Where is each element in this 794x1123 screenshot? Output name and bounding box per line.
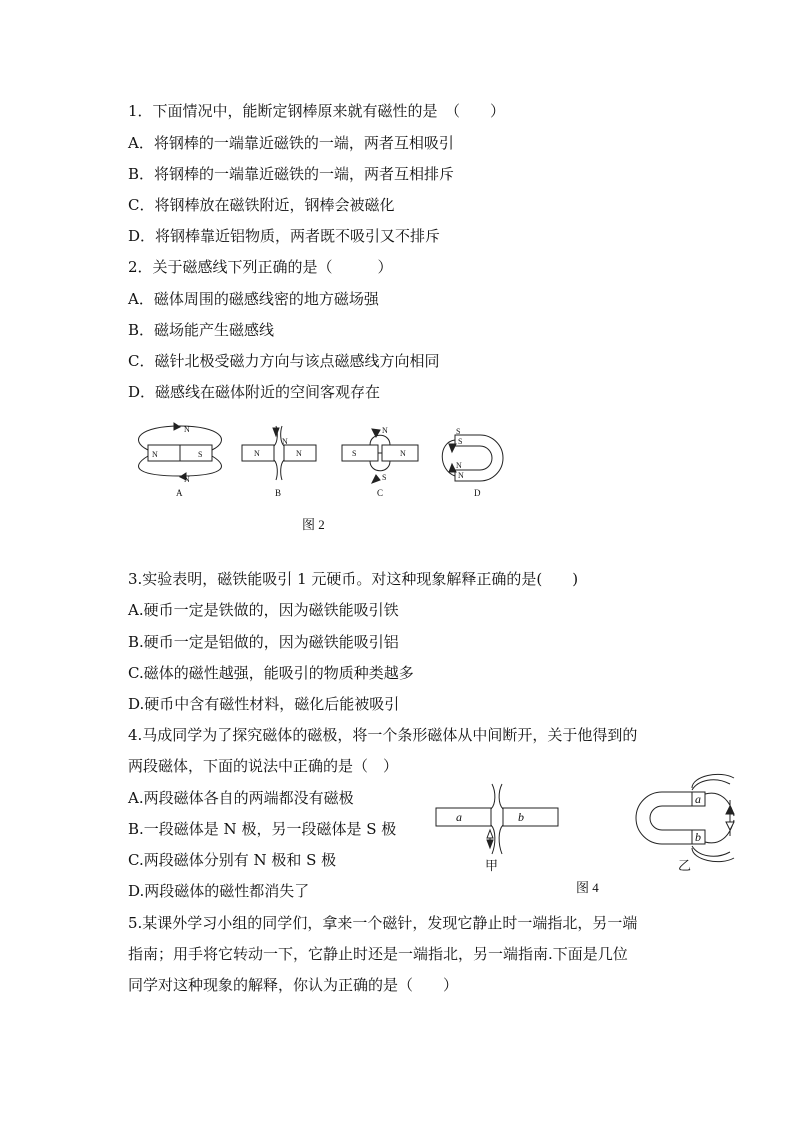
figure-4-yi	[636, 774, 734, 861]
q5-line-1: 5.某课外学习小组的同学们，拿来一个磁针，发现它静止时一端指北，另一端	[128, 914, 638, 932]
pole-label-n: N	[458, 471, 464, 480]
pole-label-n: N	[400, 449, 406, 458]
figure-4-label-jia: 甲	[485, 858, 499, 873]
figure-2-caption: 图 2	[302, 517, 325, 532]
q2-option-c: C．磁针北极受磁力方向与该点磁感线方向相同	[128, 352, 440, 370]
panel-label-a: A	[176, 488, 183, 498]
pole-label-n: N	[282, 437, 288, 446]
q4-option-d: D.两段磁体的磁性都消失了	[128, 882, 310, 900]
pole-label-s: S	[458, 437, 463, 446]
q1-option-b: B．将钢棒的一端靠近磁铁的一端，两者互相排斥	[128, 165, 455, 183]
label-end-a: a	[695, 792, 701, 806]
figure-4-caption: 图 4	[576, 880, 599, 895]
q1-option-c: C．将钢棒放在磁铁附近，钢棒会被磁化	[128, 196, 395, 214]
pole-label-s: S	[456, 427, 461, 436]
pole-label-n: N	[184, 425, 190, 434]
pole-label-s: S	[382, 473, 387, 482]
q5-line-3: 同学对这种现象的解释，你认为正确的是（ ）	[128, 976, 459, 994]
figure-2	[130, 420, 530, 540]
figure-2-panel-d	[442, 435, 503, 481]
q4-option-b: B.一段磁体是 N 极，另一段磁体是 S 极	[128, 820, 397, 838]
q3-stem: 3.实验表明，磁铁能吸引 1 元硬币。对这种现象解释正确的是( )	[128, 570, 579, 588]
pole-label-s: S	[352, 449, 357, 458]
q1-stem: 1．下面情况中，能断定钢棒原来就有磁性的是 （ ）	[128, 102, 506, 120]
pole-label-n: N	[382, 426, 388, 435]
q2-option-b: B．磁场能产生磁感线	[128, 321, 275, 339]
q2-option-d: D．磁感线在磁体附近的空间客观存在	[128, 383, 381, 401]
q1-option-d: D．将钢棒靠近铝物质，两者既不吸引又不排斥	[128, 227, 441, 245]
panel-label-d: D	[474, 488, 481, 498]
q4-stem-line-2: 两段磁体，下面的说法中正确的是（ ）	[128, 757, 399, 775]
pole-label-n: N	[152, 450, 158, 459]
q4-option-c: C.两段磁体分别有 N 极和 S 极	[128, 851, 337, 869]
figure-4-label-yi: 乙	[678, 858, 692, 873]
panel-label-b: B	[275, 488, 282, 498]
q2-option-a: A．磁体周围的磁感线密的地方磁场强	[128, 290, 379, 308]
panel-label-c: C	[377, 488, 384, 498]
q4-stem-line-1: 4.马成同学为了探究磁体的磁极，将一个条形磁体从中间断开，关于他得到的	[128, 726, 638, 744]
pole-label-n: N	[184, 475, 190, 484]
q5-line-2: 指南；用手将它转动一下，它静止时还是一端指北，另一端指南.下面是几位	[128, 945, 628, 963]
q2-stem: 2．关于磁感线下列正确的是（ ）	[128, 258, 393, 276]
pole-label-n: N	[254, 449, 260, 458]
label-end-a: a	[456, 810, 462, 824]
q4-option-a: A.两段磁体各自的两端都没有磁极	[128, 789, 354, 807]
q3-option-c: C.磁体的磁性越强，能吸引的物质种类越多	[128, 664, 414, 682]
figure-4	[430, 770, 760, 900]
q3-option-a: A.硬币一定是铁做的，因为磁铁能吸引铁	[128, 601, 399, 619]
q1-option-a: A．将钢棒的一端靠近磁铁的一端，两者互相吸引	[128, 134, 454, 152]
label-end-b: b	[695, 830, 701, 844]
figure-4-jia	[436, 784, 558, 854]
q3-option-d: D.硬币中含有磁性材料，磁化后能被吸引	[128, 695, 400, 713]
q3-option-b: B.硬币一定是铝做的，因为磁铁能吸引铝	[128, 633, 399, 651]
pole-label-s: S	[198, 450, 203, 459]
figure-2-panel-a	[138, 423, 221, 480]
pole-label-n: N	[296, 449, 302, 458]
pole-label-n: N	[456, 461, 462, 470]
label-end-b: b	[518, 810, 524, 824]
